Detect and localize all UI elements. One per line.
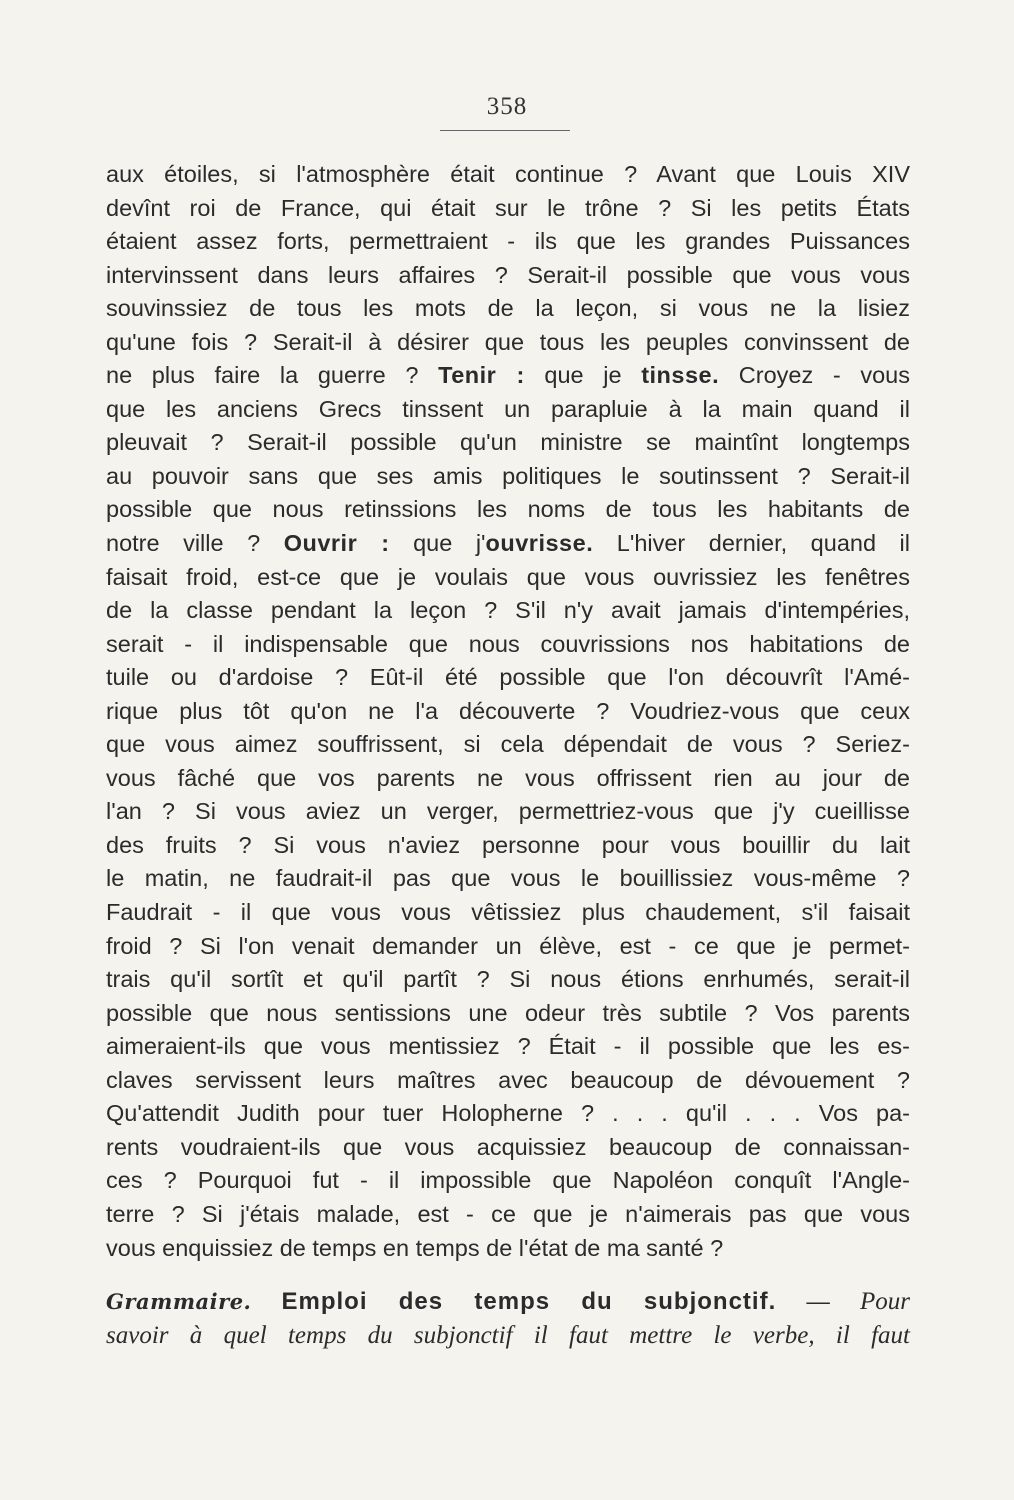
bold-verb: ouvrisse.	[485, 530, 594, 557]
bold-verb: Ouvrir :	[283, 530, 390, 557]
text-line: froid ? Si l'on venait demander un élève, est - ce que je permet-	[106, 932, 910, 959]
text-line: vous enquissiez de temps en temps de l'état de ma santé ?	[106, 1234, 724, 1261]
text-line: possible que nous retinssions les noms de tous les habitants de	[106, 496, 910, 523]
text-line: qu'une fois ? Serait-il à désirer que tous les peuples convinssent de	[106, 328, 910, 355]
text-line: ces ? Pourquoi fut - il impossible que Napoléon conquît l'Angle-	[106, 1167, 910, 1194]
text-line: faisait froid, est-ce que je voulais que vous ouvrissiez les fenêtres	[106, 563, 910, 590]
text-line: que les anciens Grecs tinssent un parapluie à la main quand il	[106, 395, 910, 422]
text-line	[106, 527, 910, 561]
page-number-rule	[440, 130, 570, 131]
text-line: serait - il indispensable que nous couvrissions nos habitations de	[106, 630, 910, 657]
exercise-paragraph	[106, 158, 910, 1352]
text-run: Croyez - vous	[719, 362, 910, 389]
grammar-intro-italic: Pour	[860, 1288, 910, 1316]
text-line: intervinssent dans leurs affaires ? Serait-il possible que vous vous	[106, 261, 910, 288]
text-run: notre ville ?	[106, 530, 284, 557]
text-line: possible que nous sentissions une odeur très subtile ? Vos parents	[106, 999, 910, 1026]
text-line: devînt roi de France, qui était sur le trône ? Si les petits États	[106, 194, 910, 221]
page-number: 358	[486, 93, 528, 120]
grammar-dash: —	[776, 1288, 860, 1315]
text-line: pleuvait ? Serait-il possible qu'un ministre se maintînt longtemps	[106, 429, 910, 456]
text-line: vous fâché que vos parents ne vous offrissent rien au jour de	[106, 764, 910, 791]
text-line: tuile ou d'ardoise ? Eût-il été possible que l'on découvrît l'Amé-	[106, 664, 910, 691]
text-line: au pouvoir sans que ses amis politiques le soutinssent ? Serait-il	[106, 462, 910, 489]
text-line: rique plus tôt qu'on ne l'a découverte ? Voudriez-vous que ceux	[106, 697, 910, 724]
grammar-intro-line-2: savoir à quel temps du subjonctif il faut mettre le verbe, il faut	[106, 1321, 910, 1349]
paragraph-lines	[106, 158, 910, 1265]
bold-verb: tinsse.	[641, 362, 720, 389]
grammar-label: Grammaire.	[106, 1289, 252, 1315]
grammar-heading-line	[106, 1285, 910, 1319]
text-run: L'hiver dernier, quand il	[593, 530, 910, 557]
text-line: aux étoiles, si l'atmosphère était continue ? Avant que Louis XIV	[106, 161, 910, 187]
text-line: aimeraient-ils que vous mentissiez ? Était - il possible que les es-	[106, 1033, 910, 1060]
text-line: rents voudraient-ils que vous acquissiez beaucoup de connaissan-	[106, 1133, 910, 1160]
text-line: trais qu'il sortît et qu'il partît ? Si nous étions enrhumés, serait-il	[106, 966, 910, 993]
text-line: souvinssiez de tous les mots de la leçon, si vous ne la lisiez	[106, 295, 910, 322]
text-run: que j'	[389, 530, 486, 557]
text-run: que je	[524, 362, 642, 389]
text-line: le matin, ne faudrait-il pas que vous le bouillissiez vous-même ?	[106, 865, 910, 892]
text-line: claves servissent leurs maîtres avec beaucoup de dévouement ?	[106, 1066, 910, 1093]
text-line: Qu'attendit Judith pour tuer Holopherne ? . . . qu'il . . . Vos pa-	[106, 1100, 910, 1127]
text-line: que vous aimez souffrissent, si cela dépendait de vous ? Seriez-	[106, 731, 910, 758]
bold-verb: Tenir :	[438, 362, 525, 389]
text-line	[106, 359, 910, 393]
text-line: de la classe pendant la leçon ? S'il n'y avait jamais d'intempéries,	[106, 597, 910, 624]
text-line: étaient assez forts, permettraient - ils que les grandes Puissances	[106, 228, 910, 255]
text-line: des fruits ? Si vous n'aviez personne pour vous bouillir du lait	[106, 831, 910, 858]
text-line: l'an ? Si vous aviez un verger, permettriez-vous que j'y cueillisse	[106, 798, 910, 825]
text-run: ne plus faire la guerre ?	[106, 362, 439, 389]
text-line: terre ? Si j'étais malade, est - ce que je n'aimerais pas que vous	[106, 1200, 910, 1227]
grammar-title: Emploi des temps du subjonctif.	[281, 1288, 777, 1316]
text-line: Faudrait - il que vous vous vêtissiez plus chaudement, s'il faisait	[106, 899, 910, 926]
